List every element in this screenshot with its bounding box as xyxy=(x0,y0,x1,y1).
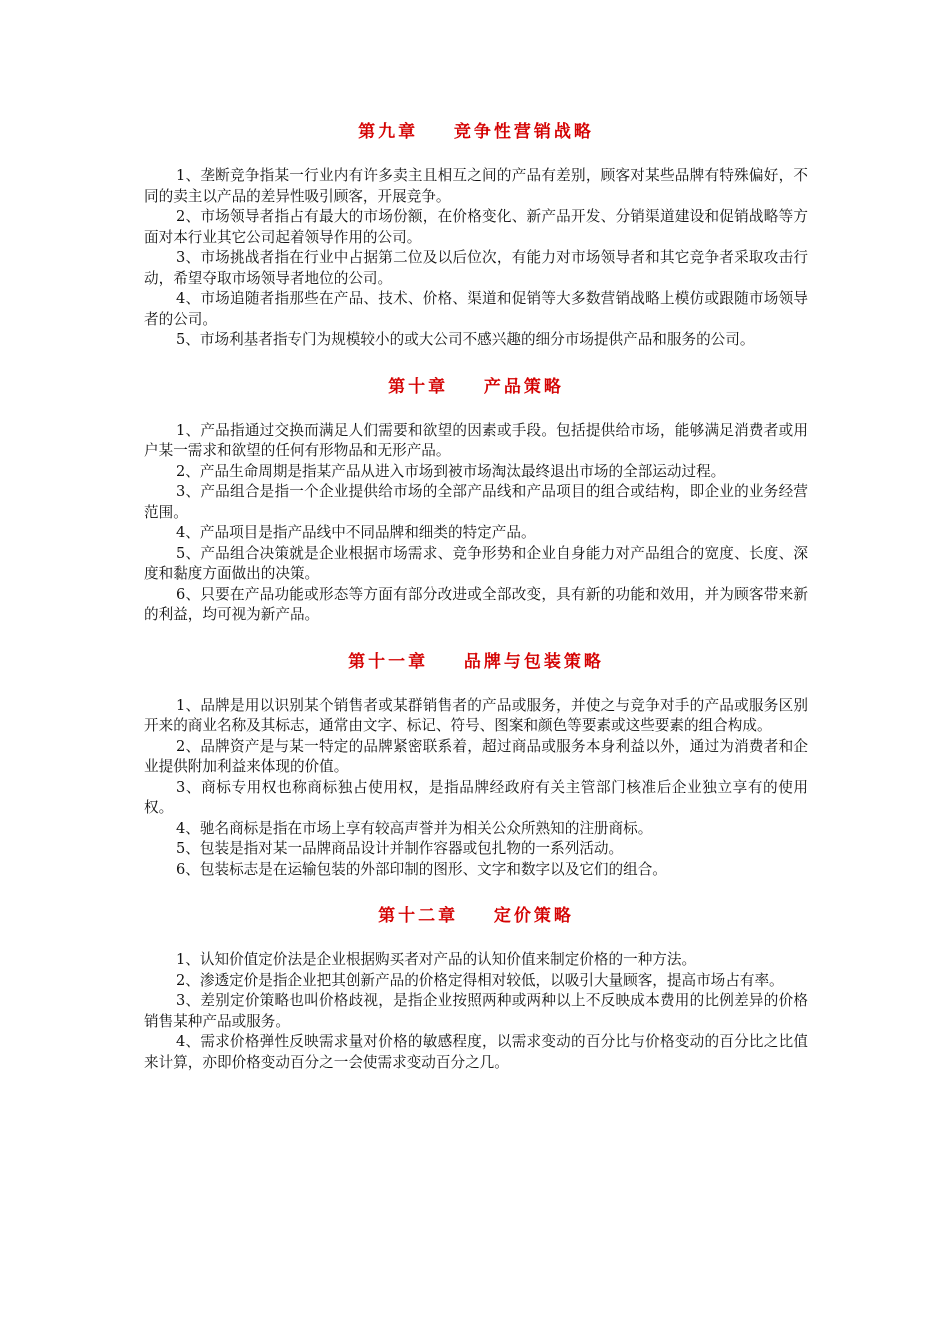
paragraph: 4、产品项目是指产品线中不同品牌和细类的特定产品。 xyxy=(176,524,536,541)
paragraph: 1、产品指通过交换而满足人们需要和欲望的因素或手段。包括提供给市场，能够满足消费者或用户某一需求和欲望的任何有形物品和无形产品。 xyxy=(144,421,808,459)
paragraph: 3、差别定价策略也叫价格歧视，是指企业按照两种或两种以上不反映成本费用的比例差异的价格销售某种产品或服务。 xyxy=(144,992,808,1030)
chapter-title: 第十章 产品策略 xyxy=(388,376,564,397)
chapter-items xyxy=(144,421,808,626)
paragraph: 3、产品组合是指一个企业提供给市场的全部产品线和产品项目的组合或结构，即企业的业务经营范围。 xyxy=(144,483,808,521)
paragraph: 3、商标专用权也称商标独占使用权，是指品牌经政府有关主管部门核准后企业独立享有的使用权。 xyxy=(144,778,808,816)
paragraph: 4、需求价格弹性反映需求量对价格的敏感程度，以需求变动的百分比与价格变动的百分比之比值来计算，亦即价格变动百分之一会使需求变动百分之几。 xyxy=(144,1033,808,1071)
paragraph: 4、市场追随者指那些在产品、技术、价格、渠道和促销等大多数营销战略上模仿或跟随市场领导者的公司。 xyxy=(144,290,808,328)
paragraph: 1、品牌是用以识别某个销售者或某群销售者的产品或服务，并使之与竞争对手的产品或服务区别开来的商业名称及其标志，通常由文字、标记、符号、图案和颜色等要素或这些要素的组合构成。 xyxy=(144,696,808,734)
chapter-10 xyxy=(144,373,808,626)
chapter-title: 第十一章 品牌与包装策略 xyxy=(348,651,604,672)
paragraph: 2、渗透定价是指企业把其创新产品的价格定得相对较低，以吸引大量顾客，提高市场占有率。 xyxy=(176,971,784,989)
chapter-items xyxy=(144,166,808,351)
document-page xyxy=(144,118,808,1099)
paragraph: 5、市场利基者指专门为规模较小的或大公司不感兴趣的细分市场提供产品和服务的公司。 xyxy=(176,331,755,348)
chapter-title: 第十二章 定价策略 xyxy=(378,906,574,926)
paragraph: 4、驰名商标是指在市场上享有较高声誉并为相关公众所熟知的注册商标。 xyxy=(176,819,653,837)
paragraph: 3、市场挑战者指在行业中占据第二位及以后位次，有能力对市场领导者和其它竞争者采取攻击行动，希望夺取市场领导者地位的公司。 xyxy=(144,249,808,287)
chapter-9 xyxy=(144,118,808,351)
paragraph: 1、认知价值定价法是企业根据购买者对产品的认知价值来制定价格的一种方法。 xyxy=(176,951,697,968)
chapter-items xyxy=(144,696,808,881)
paragraph: 6、包装标志是在运输包装的外部印制的图形、文字和数字以及它们的组合。 xyxy=(176,860,667,878)
paragraph: 5、包装是指对某一品牌商品设计并制作容器或包扎物的一系列活动。 xyxy=(176,840,624,857)
paragraph: 2、品牌资产是与某一特定的品牌紧密联系着，超过商品或服务本身利益以外，通过为消费者和企业提供附加利益来体现的价值。 xyxy=(144,737,808,775)
paragraph: 1、垄断竞争指某一行业内有许多卖主且相互之间的产品有差别，顾客对某些品牌有特殊偏好，不同的卖主以产品的差异性吸引顾客，开展竞争。 xyxy=(144,167,808,205)
paragraph: 6、只要在产品功能或形态等方面有部分改进或全部改变，具有新的功能和效用，并为顾客带来新的利益，均可视为新产品。 xyxy=(144,585,808,623)
chapter-items xyxy=(144,950,808,1073)
chapter-12 xyxy=(144,902,808,1073)
paragraph: 5、产品组合决策就是企业根据市场需求、竞争形势和企业自身能力对产品组合的宽度、长度、深度和黏度方面做出的决策。 xyxy=(144,544,808,582)
paragraph: 2、产品生命周期是指某产品从进入市场到被市场淘汰最终退出市场的全部运动过程。 xyxy=(176,462,726,480)
chapter-11 xyxy=(144,648,808,881)
chapter-title: 第九章 竞争性营销战略 xyxy=(358,122,594,142)
paragraph: 2、市场领导者指占有最大的市场份额，在价格变化、新产品开发、分销渠道建设和促销战略等方面对本行业其它公司起着领导作用的公司。 xyxy=(144,208,808,246)
